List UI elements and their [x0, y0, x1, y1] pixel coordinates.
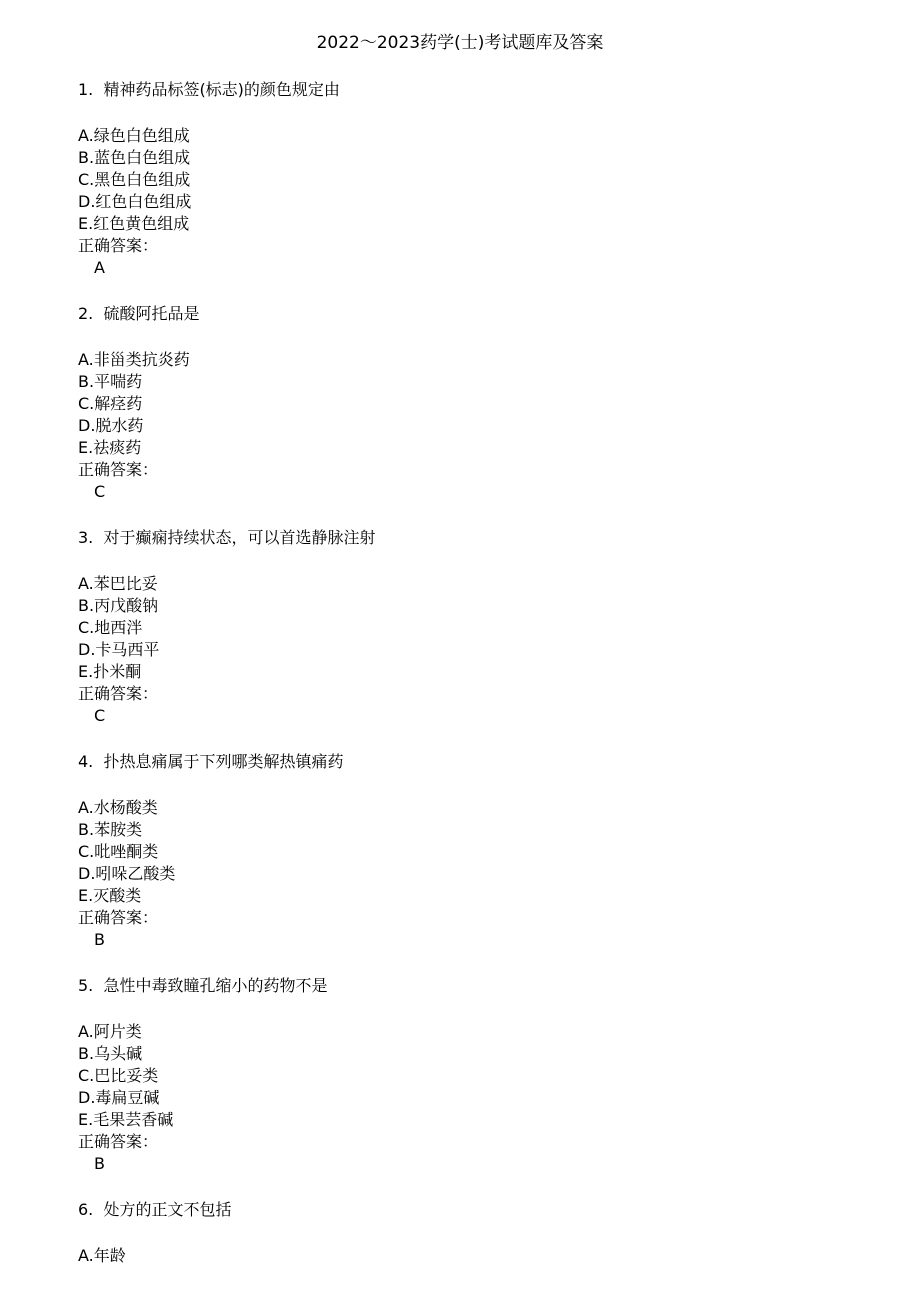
option-c: C.巴比妥类 — [78, 1066, 159, 1085]
option-a: A.阿片类 — [78, 1022, 142, 1041]
option-e: E.灭酸类 — [78, 886, 142, 905]
question-stem — [78, 975, 878, 997]
question-text: 硫酸阿托品是 — [103, 304, 200, 323]
question-text: 对于癫痫持续状态，可以首选静脉注射 — [103, 528, 376, 547]
option-a: A.年龄 — [78, 1246, 126, 1265]
question-list — [78, 79, 878, 1267]
answer-value: A — [94, 258, 105, 277]
question-number: 2. — [78, 304, 94, 323]
option-b: B.丙戊酸钠 — [78, 596, 159, 615]
question-stem — [78, 79, 878, 101]
option-d: D.毒扁豆碱 — [78, 1088, 160, 1107]
answer-value: B — [94, 1154, 105, 1173]
option-a: A.绿色白色组成 — [78, 126, 190, 145]
question-number: 5. — [78, 976, 94, 995]
question-stem — [78, 303, 878, 325]
option-e: E.毛果芸香碱 — [78, 1110, 174, 1129]
question-text: 扑热息痛属于下列哪类解热镇痛药 — [103, 752, 344, 771]
option-b: B.苯胺类 — [78, 820, 143, 839]
document-title: 2022～2023药学(士)考试题库及答案 — [316, 33, 604, 53]
question-number: 1. — [78, 80, 94, 99]
question-item — [78, 527, 878, 727]
answer-label: 正确答案： — [78, 908, 159, 927]
answer-value: C — [94, 706, 106, 725]
option-c: C.解痉药 — [78, 394, 143, 413]
option-d: D.红色白色组成 — [78, 192, 192, 211]
option-a: A.苯巴比妥 — [78, 574, 158, 593]
option-b: B.平喘药 — [78, 372, 143, 391]
option-b: B.蓝色白色组成 — [78, 148, 191, 167]
option-e: E.红色黄色组成 — [78, 214, 190, 233]
question-stem — [78, 527, 878, 549]
answer-label: 正确答案： — [78, 236, 159, 255]
question-item — [78, 975, 878, 1175]
option-b: B.乌头碱 — [78, 1044, 143, 1063]
option-c: C.吡唑酮类 — [78, 842, 159, 861]
question-text: 急性中毒致瞳孔缩小的药物不是 — [103, 976, 328, 995]
answer-label: 正确答案： — [78, 460, 159, 479]
question-number: 4. — [78, 752, 94, 771]
option-d: D.脱水药 — [78, 416, 144, 435]
answer-label: 正确答案： — [78, 684, 159, 703]
question-text: 精神药品标签(标志)的颜色规定由 — [103, 80, 340, 99]
option-a: A.非甾类抗炎药 — [78, 350, 190, 369]
option-d: D.卡马西平 — [78, 640, 160, 659]
option-c: C.黑色白色组成 — [78, 170, 191, 189]
answer-label: 正确答案： — [78, 1132, 159, 1151]
answer-value: C — [94, 482, 106, 501]
question-item — [78, 79, 878, 279]
question-number: 6. — [78, 1200, 94, 1219]
question-item — [78, 1199, 878, 1267]
option-c: C.地西泮 — [78, 618, 143, 637]
question-item — [78, 751, 878, 951]
question-stem — [78, 1199, 878, 1221]
answer-value: B — [94, 930, 105, 949]
question-text: 处方的正文不包括 — [103, 1200, 232, 1219]
question-stem — [78, 751, 878, 773]
option-e: E.祛痰药 — [78, 438, 142, 457]
option-a: A.水杨酸类 — [78, 798, 158, 817]
option-e: E.扑米酮 — [78, 662, 142, 681]
option-d: D.吲哚乙酸类 — [78, 864, 176, 883]
question-item — [78, 303, 878, 503]
question-number: 3. — [78, 528, 94, 547]
